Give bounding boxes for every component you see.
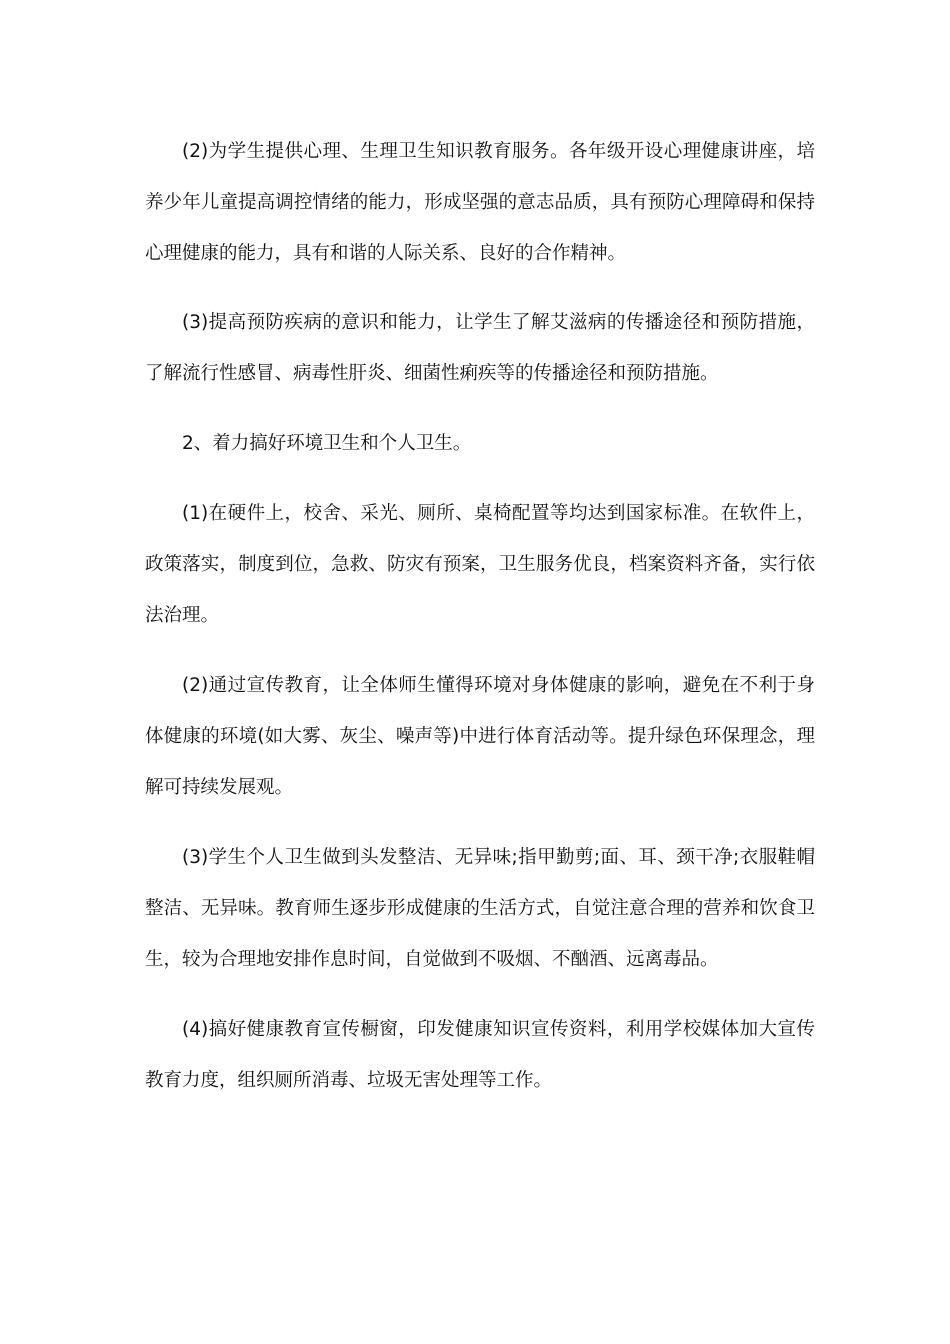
paragraph-mental-health-education: (2)为学生提供心理、生理卫生知识教育服务。各年级开设心理健康讲座，培养少年儿童提高调控情绪的能力，形成坚强的意志品质，具有预防心理障碍和保持心理健康的能力，具有和谐的人际关系、良好的合作精神。 [145, 141, 815, 264]
paragraph-personal-hygiene: (3)学生个人卫生做到头发整洁、无异味;指甲勤剪;面、耳、颈干净;衣服鞋帽整洁、无异味。教育师生逐步形成健康的生活方式，自觉注意合理的营养和饮食卫生，较为合理地安排作息时间，自觉做到不吸烟、不酗酒、远离毒品。 [145, 847, 815, 970]
paragraph-disease-prevention: (3)提高预防疾病的意识和能力，让学生了解艾滋病的传播途径和预防措施，了解流行性感冒、病毒性肝炎、细菌性痢疾等的传播途径和预防措施。 [145, 312, 815, 384]
document-body [145, 126, 815, 1106]
section-heading-environment-hygiene: 2、着力搞好环境卫生和个人卫生。 [182, 433, 472, 454]
paragraph-health-publicity: (4)搞好健康教育宣传橱窗，印发健康知识宣传资料，利用学校媒体加大宣传教育力度，组织厕所消毒、垃圾无害处理等工作。 [145, 1019, 815, 1091]
paragraph-environment-awareness: (2)通过宣传教育，让全体师生懂得环境对身体健康的影响，避免在不利于身体健康的环境(如大雾、灰尘、噪声等)中进行体育活动等。提升绿色环保理念，理解可持续发展观。 [145, 675, 815, 798]
paragraph-hardware-software-standards: (1)在硬件上，校舍、采光、厕所、桌椅配置等均达到国家标准。在软件上，政策落实，制度到位，急救、防灾有预案，卫生服务优良，档案资料齐备，实行依法治理。 [145, 503, 815, 626]
